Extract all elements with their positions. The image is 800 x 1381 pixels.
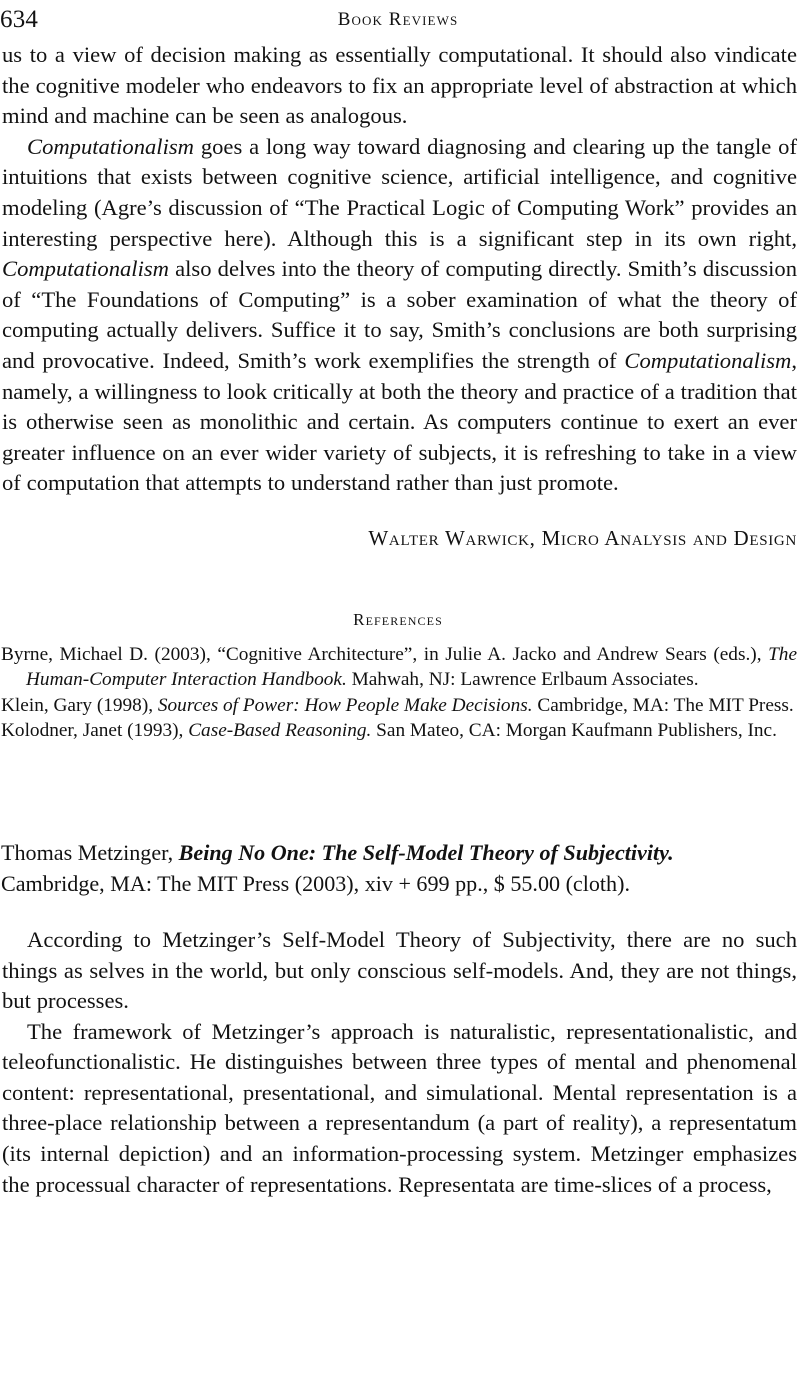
body-paragraph [2, 40, 797, 132]
body-paragraph [2, 132, 797, 499]
references-heading: References [353, 609, 443, 629]
text-run: Thomas Metzinger, [1, 840, 179, 866]
reference-list [1, 642, 797, 743]
book-title: Being No One: The Self-Model Theory of Subjectivity. [178, 840, 674, 866]
text-run: goes a long way toward diagnosing and clearing up the tangle of intuitions that exists between cognitive science, artificial intelligence, and cognitive modeling (Agre’s discussion of “The Practical Logic of Computing Work” provides an interesting perspective here). Although this is a significant step in its own right, [2, 133, 797, 251]
italic-title: Computationalism [27, 133, 194, 159]
running-head [0, 6, 800, 40]
review-one-signature: Walter Warwick, Micro Analysis and Design [368, 525, 797, 550]
review-two-body [2, 925, 797, 1200]
text-run: us to a view of decision making as essentially computational. It should also vindicate the cognitive modeler who endeavors to fix an appropriate level of abstraction at which mind and machine can be seen as analogous. [2, 42, 797, 129]
text-run: Mahwah, NJ: Lawrence Erlbaum Associates. [346, 669, 699, 691]
text-run: The framework of Metzinger’s approach is naturalistic, representationalistic, and teleofunctionalistic. He distinguishes between three types of mental and phenomenal content: representational, presentational, and simulational. Mental representation is a three-place relationship between a representandum (a part of reality), a representatum (its internal depiction) and an information-processing system. Metzinger emphasizes the processual character of representations. Representata are time-slices of a process, [2, 1018, 797, 1197]
references-section [0, 609, 800, 743]
page-number: 634 [0, 6, 39, 33]
italic-title: Case-Based Reasoning. [188, 719, 372, 741]
text-run: , namely, a willingness to look critically at both the theory and practice of a tradition that is otherwise seen as monolithic and certain. As computers continue to exert an ever greater influence on an ever wider variety of subjects, it is refreshing to take in a view of computation that attempts to understand rather than just promote. [2, 347, 797, 496]
review-two-title-line [1, 838, 797, 868]
text-run: Cambridge, MA: The MIT Press. [532, 694, 794, 716]
running-head-title: Book Reviews [337, 9, 459, 30]
text-run: also delves into the theory of computing directly. Smith’s discussion of “The Foundations of Computing” is a sober examination of what the theory of computing actually delivers. Suffice it to say, Smith’s conclusions are both surprising and provocative. Indeed, Smith’s work exemplifies the strength of [2, 256, 797, 373]
review-two-imprint: Cambridge, MA: The MIT Press (2003), xiv + 699 pp., $ 55.00 (cloth). [1, 870, 630, 896]
italic-title: Computationalism [624, 347, 792, 373]
reference-entry [1, 718, 797, 743]
italic-title: Computationalism [2, 256, 169, 282]
reference-entry [1, 693, 797, 718]
body-paragraph [2, 1017, 797, 1201]
text-run: San Mateo, CA: Morgan Kaufmann Publishers, Inc. [371, 719, 777, 741]
reference-entry [1, 642, 797, 693]
review-one-body [2, 40, 797, 499]
text-run: According to Metzinger’s Self-Model Theory of Subjectivity, there are no such things as selves in the world, but only conscious self-models. And, they are not things, but processes. [2, 926, 797, 1014]
review-two-paragraphs [2, 925, 797, 1200]
journal-page [0, 6, 800, 1381]
italic-title: Sources of Power: How People Make Decisions. [157, 694, 533, 716]
text-run: Klein, Gary (1998), [1, 694, 158, 716]
text-run: Kolodner, Janet (1993), [1, 719, 189, 741]
body-paragraph [2, 925, 797, 1017]
review-one-paragraphs [2, 40, 797, 499]
review-two-heading [1, 838, 797, 899]
text-run: Byrne, Michael D. (2003), “Cognitive Architecture”, in Julie A. Jacko and Andrew Sears (eds.), [1, 643, 769, 665]
italic-title: The Human-Computer Interaction Handbook. [26, 643, 797, 691]
